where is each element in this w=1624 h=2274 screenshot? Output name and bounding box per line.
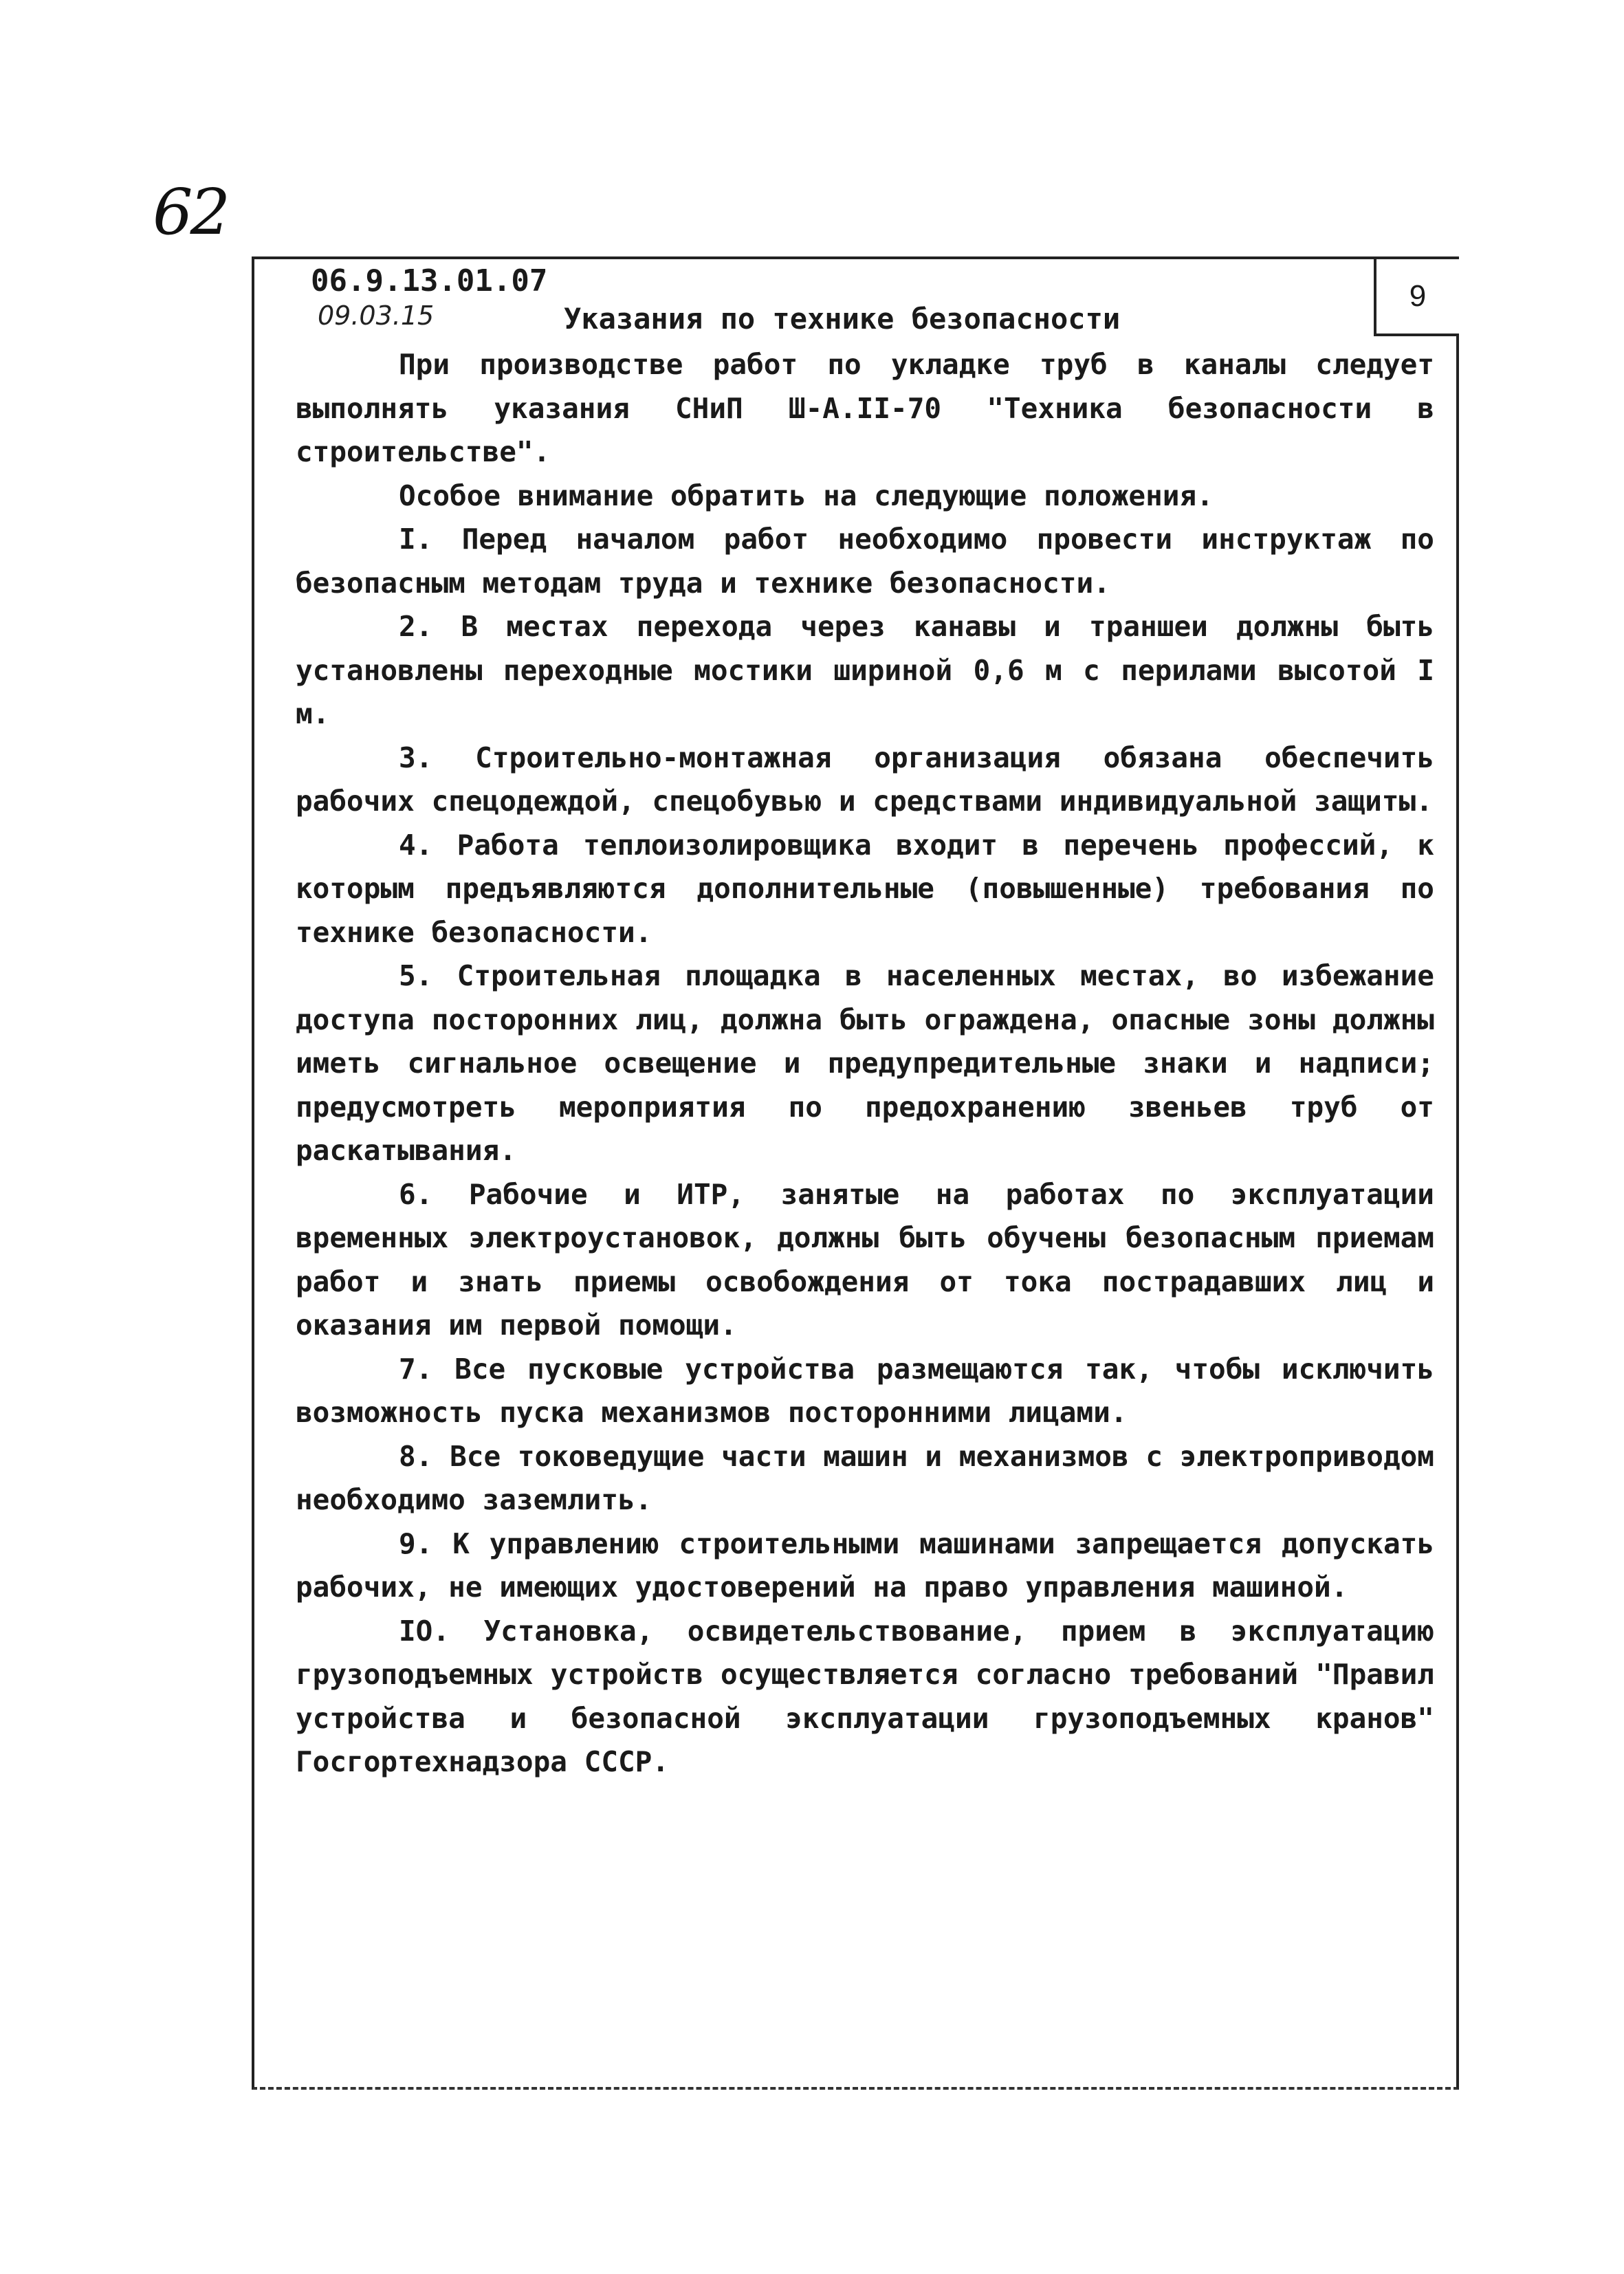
- document-body: [296, 343, 1434, 1784]
- paragraph-attention: Особое внимание обратить на следующие положения.: [399, 479, 1214, 512]
- paragraph-item-2: 2. В местах перехода через канавы и траншеи должны быть установлены переходные мостики шириной 0,6 м с перилами высотой I м.: [296, 610, 1434, 730]
- paragraph-item-8: 8. Все токоведущие части машин и механизмов с электроприводом необходимо заземлить.: [296, 1439, 1434, 1516]
- sheet-number: 9: [1374, 256, 1459, 336]
- paragraph-item-10: IO. Установка, освидетельствование, прием в эксплуатацию грузоподъемных устройств осуществляется согласно требований "Правил устройства и безопасной эксплуатации грузоподъемных кранов" Госгортехнадзора СССР.: [296, 1614, 1434, 1778]
- paragraph-item-3: 3. Строительно-монтажная организация обязана обеспечить рабочих спецодеждой, спецобувью и средствами индивидуальной защиты.: [296, 741, 1434, 818]
- paragraph-intro: При производстве работ по укладке труб в каналы следует выполнять указания СНиП Ш-А.II-70 "Техника безопасности в строительстве".: [296, 348, 1434, 468]
- document-date: 09.03.15: [318, 300, 435, 331]
- document-frame: [252, 256, 1459, 2090]
- paragraph-item-6: 6. Рабочие и ИТР, занятые на работах по эксплуатации временных электроустановок, должны быть обучены безопасным приемам работ и знать приемы освобождения от тока пострадавших лиц и оказания им первой помощи.: [296, 1177, 1434, 1342]
- paragraph-item-9: 9. К управлению строительными машинами запрещается допускать рабочих, не имеющих удостоверений на право управления машиной.: [296, 1527, 1434, 1604]
- paragraph-item-1: I. Перед началом работ необходимо провести инструктаж по безопасным методам труда и технике безопасности.: [296, 523, 1434, 600]
- paragraph-item-5: 5. Строительная площадка в населенных местах, во избежание доступа посторонних лиц, должна быть ограждена, опасные зоны должны иметь сигнальное освещение и предупредительные знаки и надписи; предусмотреть мероприятия по предохранению звеньев труб от раскатывания.: [296, 959, 1434, 1167]
- paragraph-item-7: 7. Все пусковые устройства размещаются так, чтобы исключить возможность пуска механизмов посторонними лицами.: [296, 1352, 1434, 1429]
- section-title: Указания по технике безопасности: [564, 302, 1121, 336]
- paragraph-item-4: 4. Работа теплоизолировщика входит в перечень профессий, к которым предъявляются дополнительные (повышенные) требования по технике безопасности.: [296, 828, 1434, 949]
- document-code: 06.9.13.01.07: [311, 263, 548, 298]
- page-number: 62: [153, 175, 228, 249]
